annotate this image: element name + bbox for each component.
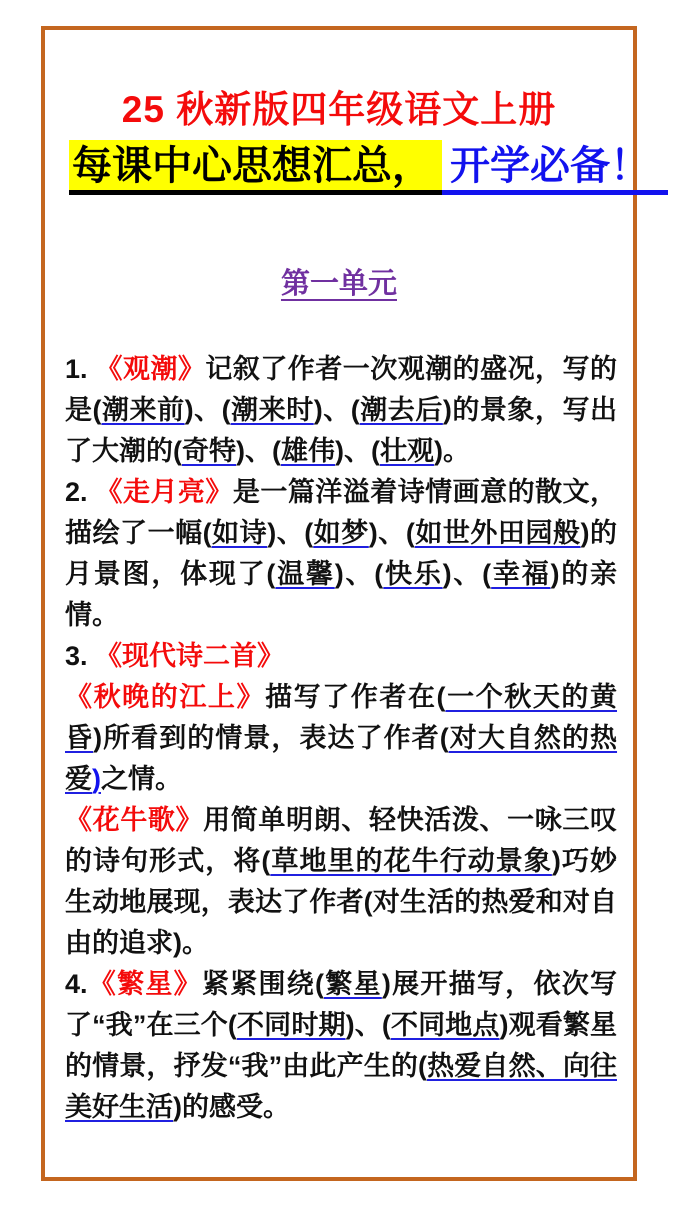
- key-point-underlined: 如梦: [313, 518, 369, 548]
- page-title: 25 秋新版四年级语文上册: [121, 89, 557, 130]
- subtitle-callout-text: 开学必备！: [442, 140, 668, 195]
- text-run: 记叙了作者一次观潮的盛况，写的是(: [65, 354, 617, 425]
- text-run: )的月景图，体现了(: [65, 518, 618, 589]
- text-run: 2.: [65, 477, 96, 507]
- text-run: )、(: [368, 518, 415, 548]
- text-run: )、(: [442, 559, 492, 589]
- lesson-2-zouyueliang: [65, 472, 617, 636]
- book-title: 《秋晚的江上》: [65, 682, 266, 712]
- key-point-underlined: 如诗: [211, 518, 268, 548]
- key-point-underlined: 如世外田园般: [414, 518, 581, 548]
- text-run: )巧妙生动地展现，表达了作者(对生活的热爱和对自由的追求)。: [65, 846, 617, 958]
- text-run: )、(: [184, 395, 231, 425]
- text-run: )观看繁星的情景，抒发“我”由此产生的(: [65, 1010, 618, 1081]
- key-point-underlined: 对大自然的热爱: [65, 723, 618, 794]
- text-run: )展开描写，依次写了“我”在三个(: [65, 969, 618, 1040]
- key-point-underlined: 不同地点: [390, 1010, 500, 1040]
- book-title: 《走月亮》: [95, 477, 233, 507]
- text-run: )所看到的情景，表达了作者(: [93, 723, 449, 753]
- text-run: 用简单明朗、轻快活泼、一咏三叹的诗句形式，将(: [65, 805, 618, 876]
- text-run: )。: [433, 436, 470, 466]
- text-run: 描写了作者在(: [265, 682, 446, 712]
- key-point-underlined: 一个秋天的黄昏: [65, 682, 618, 753]
- key-point-underlined: 潮来前: [101, 395, 185, 425]
- text-run: )、(: [345, 1010, 391, 1040]
- text-run: 1.: [65, 354, 96, 384]
- book-title: 《观潮》: [95, 354, 206, 384]
- section-heading-unit-1: 第一单元: [280, 268, 397, 300]
- text-run: 是一篇洋溢着诗情画意的散文，描绘了一幅(: [65, 477, 618, 548]
- page-border-frame: [41, 26, 650, 1181]
- key-point-underlined: 温馨: [275, 559, 335, 589]
- key-point-underlined: 雄伟: [280, 436, 335, 466]
- key-point-underlined: 繁星: [324, 969, 382, 999]
- lesson-3-huaniuge: [65, 800, 617, 964]
- lesson-1-guanchao: [65, 349, 617, 472]
- text-run: )的亲情。: [65, 559, 618, 630]
- key-point-underlined: 潮去后: [359, 395, 443, 425]
- text-run: 紧紧围绕(: [201, 969, 324, 999]
- book-title: 《现代诗二首》: [95, 641, 285, 671]
- key-point-underlined: 潮来时: [230, 395, 314, 425]
- subtitle-highlighted-text: 每课中心思想汇总，: [69, 140, 442, 195]
- text-run: 4.: [65, 969, 88, 999]
- key-point-underlined: 热爱自然、向往美好生活: [65, 1051, 617, 1122]
- book-title: 《花牛歌》: [65, 805, 204, 835]
- lesson-summaries: [65, 349, 617, 1128]
- subtitle: [69, 140, 650, 195]
- key-point-underlined: 不同时期: [236, 1010, 346, 1040]
- book-title: 《繁星》: [87, 969, 202, 999]
- key-point-underlined: 幸福: [491, 559, 551, 589]
- lesson-4-fanxing: [65, 964, 617, 1128]
- key-point-underlined: 快乐: [383, 559, 443, 589]
- text-run: )、(: [334, 559, 384, 589]
- key-point-underlined: 草地里的花牛行动景象: [270, 846, 552, 876]
- text-run: )的景象，写出了大潮的(: [65, 395, 617, 466]
- key-point-underlined: 奇特: [182, 436, 236, 466]
- text-run: )、(: [334, 436, 380, 466]
- text-run: )、(: [236, 436, 281, 466]
- text-run: )、(: [313, 395, 360, 425]
- text-run: )的感受。: [173, 1092, 290, 1122]
- text-run: )、(: [267, 518, 314, 548]
- lesson-3-qiuwan: [65, 677, 617, 800]
- lesson-3-xiandaishi: [65, 636, 617, 677]
- key-point-underlined: 壮观: [379, 436, 434, 466]
- key-point-underlined: ): [92, 764, 101, 794]
- text-run: 3.: [65, 641, 96, 671]
- text-run: 之情。: [101, 764, 182, 794]
